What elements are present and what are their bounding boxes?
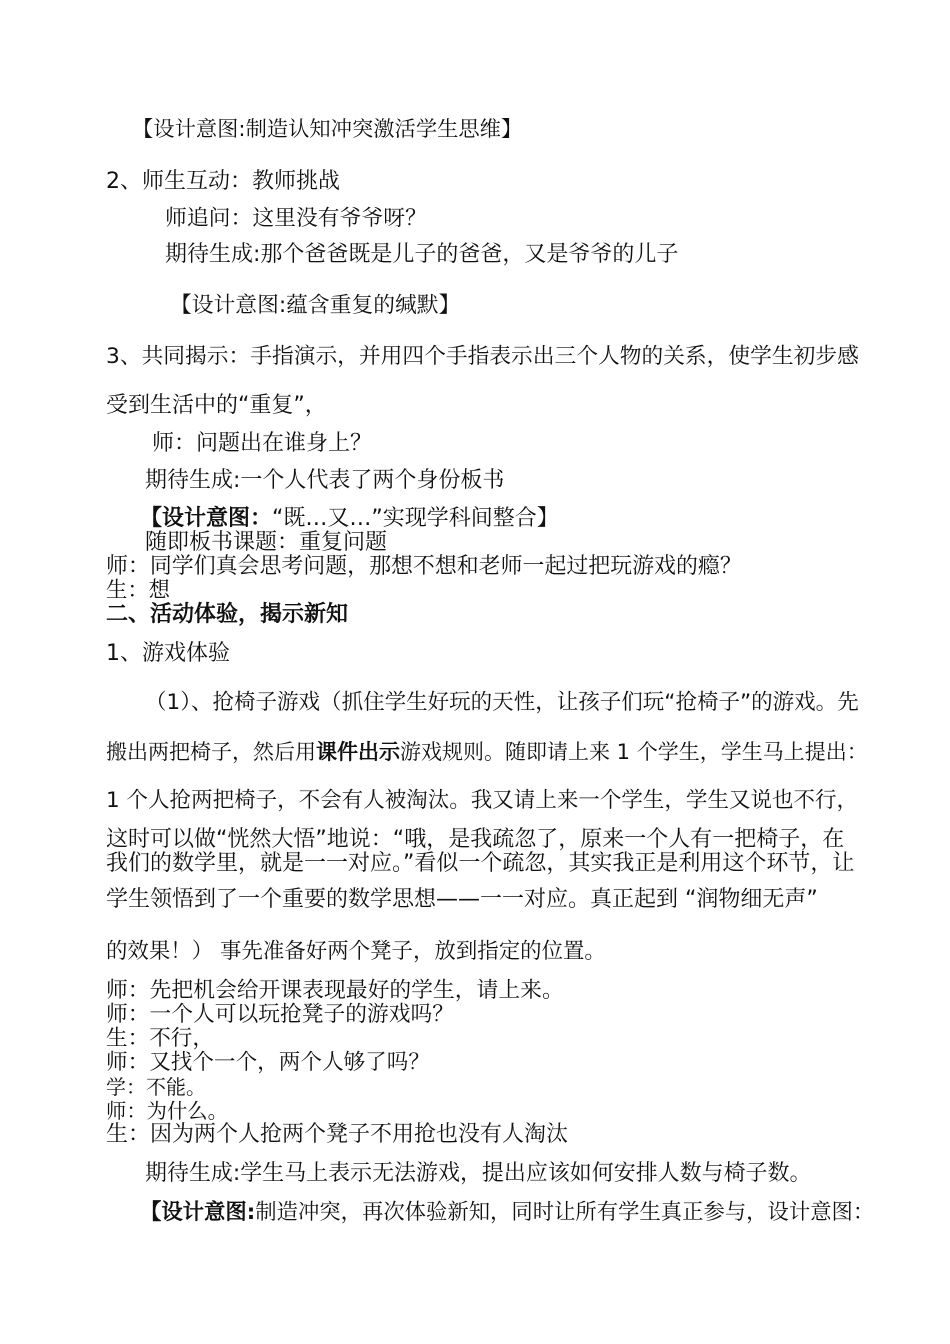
paragraph-line [106,740,868,764]
section-heading: 2、师生互动：教师挑战 [106,169,340,194]
paragraph-line: 1 个人抢两把椅子，不会有人被淘汰。我又请上来一个学生，学生又说也不行， [106,788,859,813]
expected-outcome-line: 期待生成:一个人代表了两个身份板书 [145,468,505,493]
design-intent-line: 【设计意图:蕴含重复的缄默】 [170,293,461,318]
paragraph-line: 我们的数学里，就是一一对应。”看似一个疏忽，其实我正是利用这个环节，让 [106,851,855,876]
expected-outcome-line: 期待生成:那个爸爸既是儿子的爸爸，又是爷爷的儿子 [165,242,679,267]
paragraph-line: 随即板书课题：重复问题 [145,530,388,555]
expected-outcome-line: 期待生成:学生马上表示无法游戏，提出应该如何安排人数与椅子数。 [145,1161,812,1186]
dialogue-line: 师追问：这里没有爷爷呀？ [165,206,427,231]
design-intent-label: 【设计意图: [140,1200,256,1225]
dialogue-line: 师：一个人可以玩抢凳子的游戏吗？ [106,1002,454,1027]
dialogue-line: 师：问题出在谁身上？ [152,431,373,456]
dialogue-line: 师：为什么。 [106,1099,228,1123]
paragraph-line: （1）、抢椅子游戏（抓住学生好玩的天性，让孩子们玩“抢椅子”的游戏。先 [145,690,859,715]
courseware-label: 课件出示 [316,739,400,764]
dialogue-line: 师：先把机会给开课表现最好的学生，请上来。 [106,978,564,1003]
design-intent-line [140,1201,874,1225]
paragraph-text: 游戏规则。随即请上来 1 个学生，学生马上提出： [400,739,868,764]
dialogue-line: 学：不能。 [106,1075,206,1099]
dialogue-line: 生：不行， [106,1026,214,1051]
design-intent-line: 【设计意图:制造认知冲突激活学生思维】 [132,117,523,142]
design-intent-text: “既…又…”实现学科间整合】 [272,506,559,531]
paragraph-line: 的效果！） 事先准备好两个凳子，放到指定的位置。 [106,939,606,964]
design-intent-label: 【设计意图： [140,506,273,531]
dialogue-line: 生：想 [106,578,170,603]
section-heading: 3、共同揭示：手指演示，并用四个手指表示出三个人物的关系，使学生初步感 [106,344,859,369]
dialogue-line: 师：又找个一个，两个人够了吗？ [106,1050,430,1075]
paragraph-line: 受到生活中的“重复”， [106,393,327,418]
paragraph-text: 搬出两把椅子，然后用 [106,739,316,764]
paragraph-line: 这时可以做“恍然大悟”地说：“哦，是我疏忽了，原来一个人有一把椅子，在 [106,827,845,852]
design-intent-line [140,507,559,531]
dialogue-line: 生：因为两个人抢两个凳子不用抢也没有人淘汰 [106,1122,569,1147]
paragraph-line: 学生领悟到了一个重要的数学思想——一一对应。真正起到 “润物细无声” [106,887,818,912]
section-heading: 1、游戏体验 [106,641,230,666]
design-intent-text: 制造冲突，再次体验新知，同时让所有学生真正参与，设计意图： [255,1200,875,1225]
dialogue-line: 师：同学们真会思考问题，那想不想和老师一起过把玩游戏的瘾？ [106,554,742,579]
section-heading: 二、活动体验，揭示新知 [106,602,349,627]
